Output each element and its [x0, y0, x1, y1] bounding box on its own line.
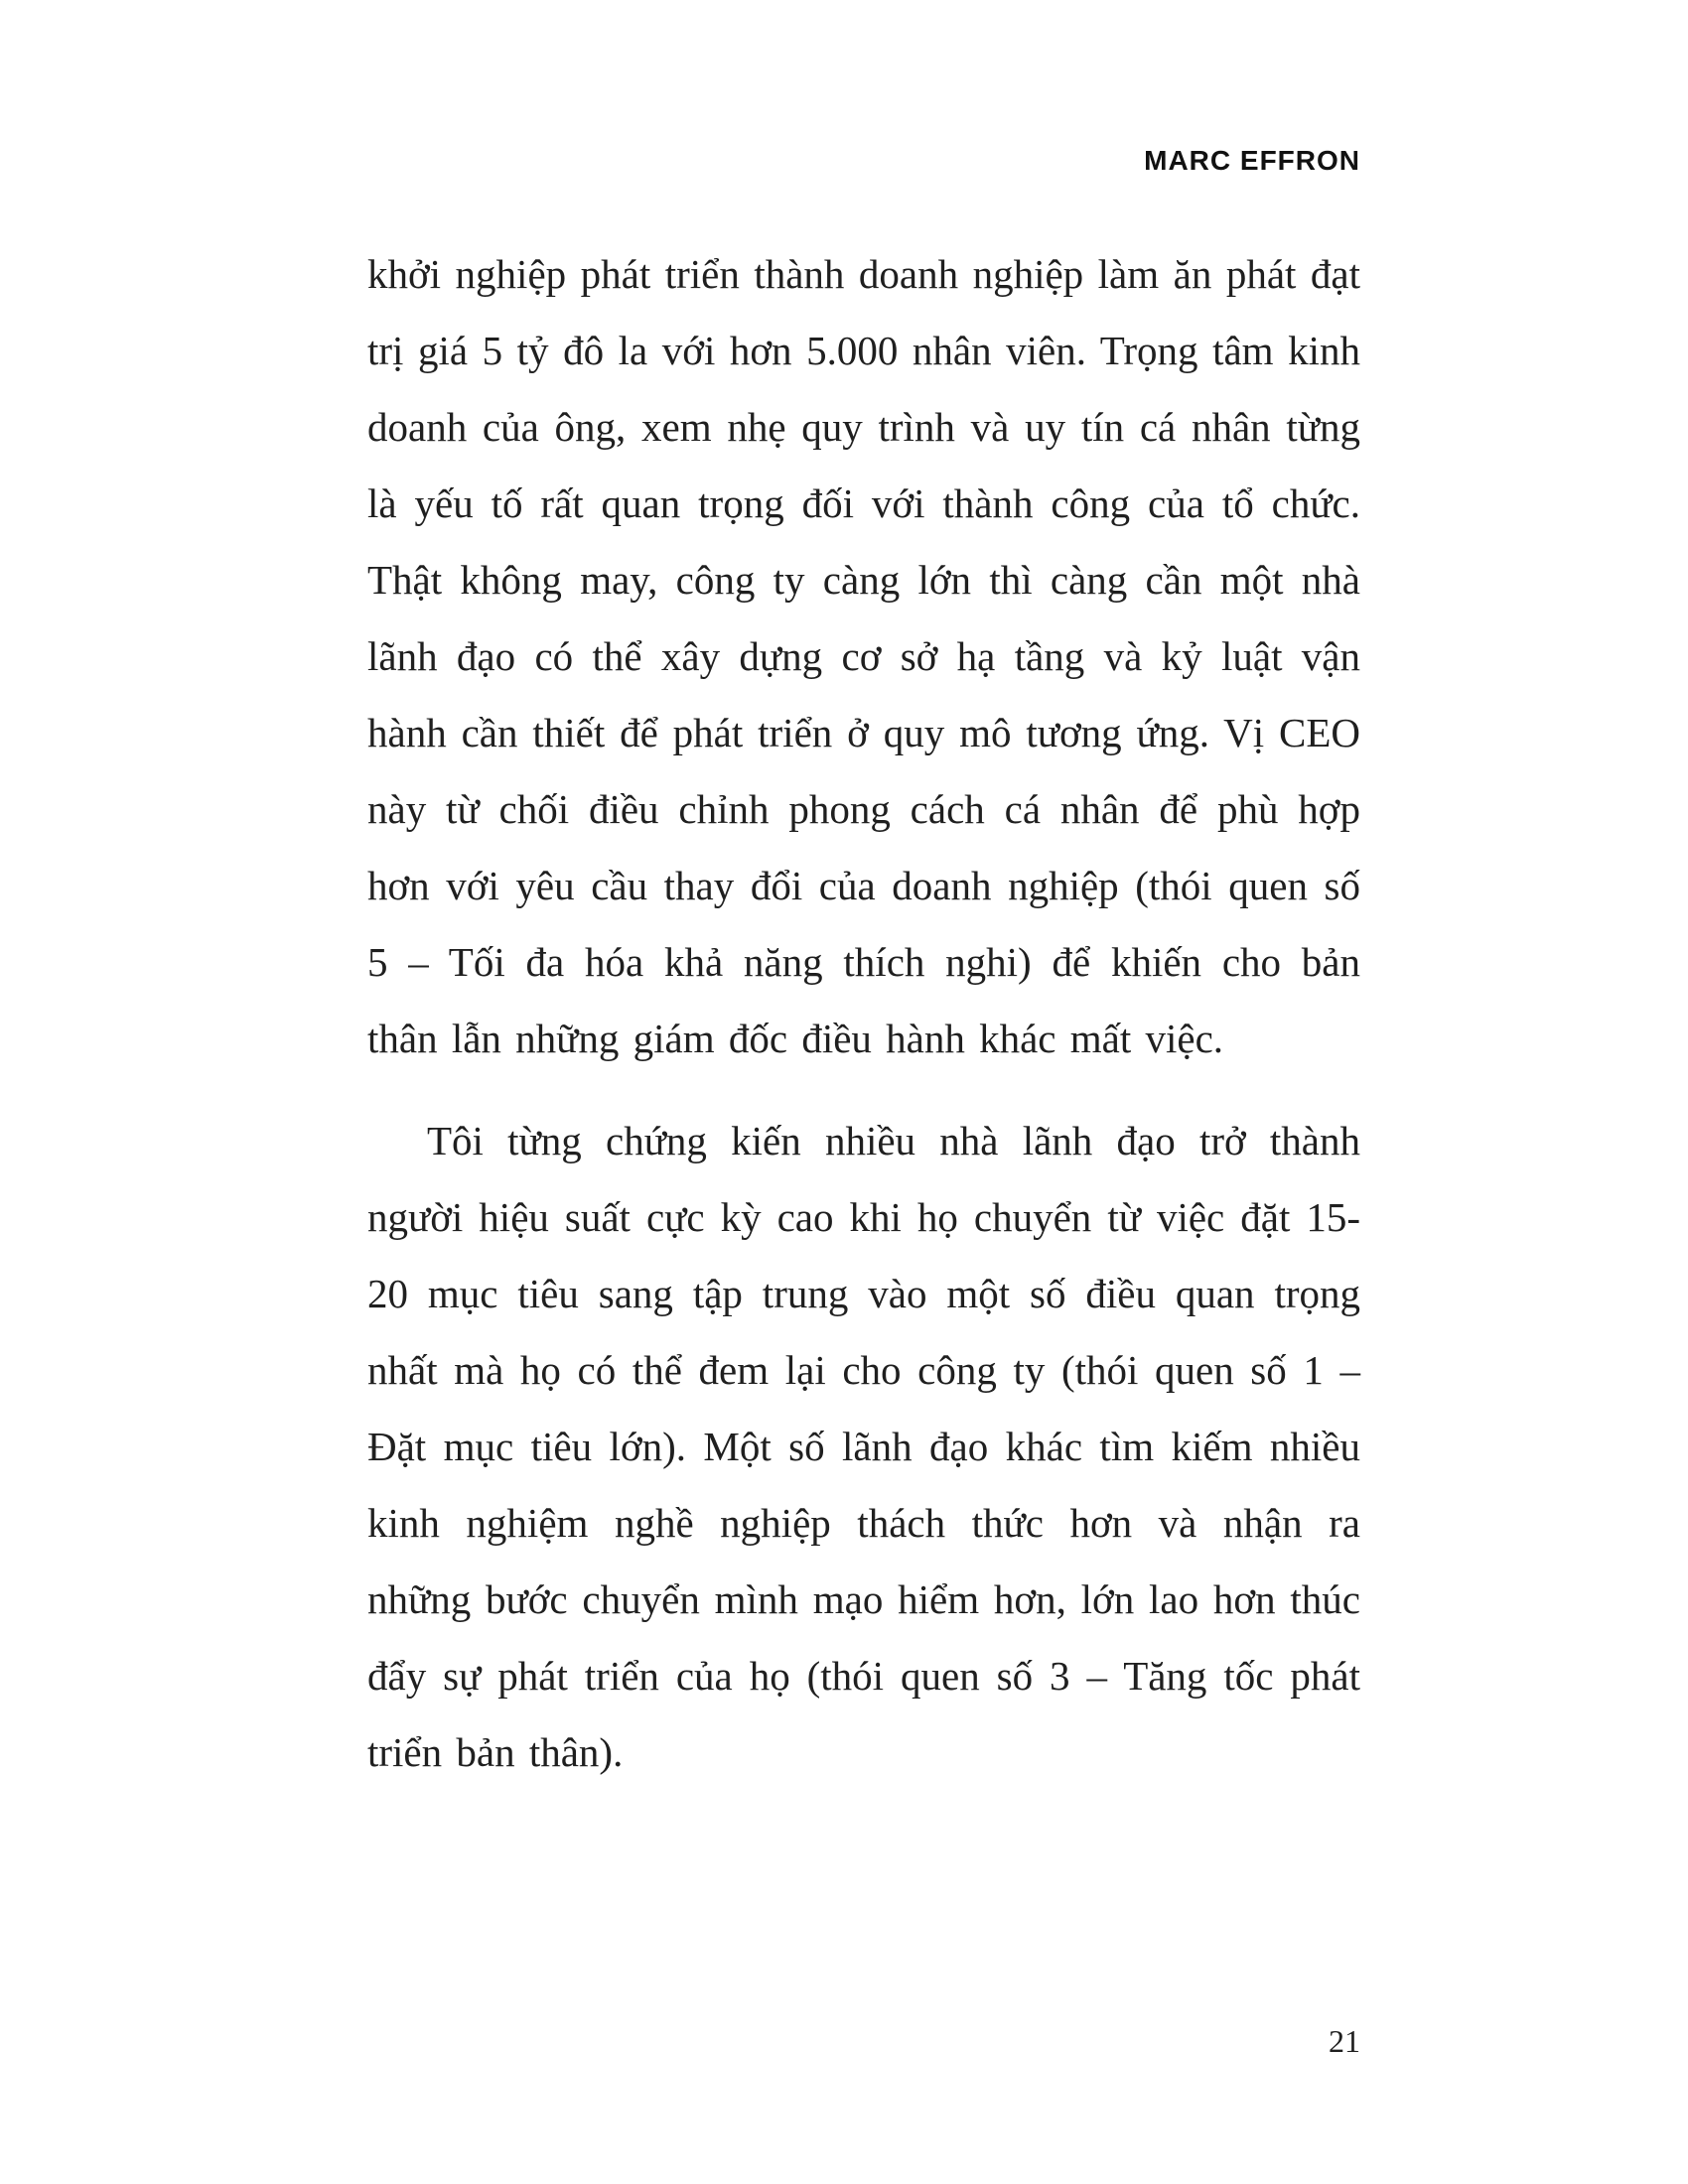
- page-body: [367, 236, 1360, 1791]
- paragraph-1: khởi nghiệp phát triển thành doanh nghiệp làm ăn phát đạt trị giá 5 tỷ đô la với hơn 5.000 nhân viên. Trọng tâm kinh doanh của ông, xem nhẹ quy trình và uy tín cá nhân từng là yếu tố rất quan trọng đối với thành công của tổ chức. Thật không may, công ty càng lớn thì càng cần một nhà lãnh đạo có thể xây dựng cơ sở hạ tầng và kỷ luật vận hành cần thiết để phát triển ở quy mô tương ứng. Vị CEO này từ chối điều chỉnh phong cách cá nhân để phù hợp hơn với yêu cầu thay đổi của doanh nghiệp (thói quen số 5 – Tối đa hóa khả năng thích nghi) để khiến cho bản thân lẫn những giám đốc điều hành khác mất việc.: [367, 251, 1360, 1061]
- page-number: 21: [1329, 2023, 1360, 2059]
- paragraph-2: Tôi từng chứng kiến nhiều nhà lãnh đạo trở thành người hiệu suất cực kỳ cao khi họ chuyển từ việc đặt 15-20 mục tiêu sang tập trung vào một số điều quan trọng nhất mà họ có thể đem lại cho công ty (thói quen số 1 – Đặt mục tiêu lớn). Một số lãnh đạo khác tìm kiếm nhiều kinh nghiệm nghề nghiệp thách thức hơn và nhận ra những bước chuyển mình mạo hiểm hơn, lớn lao hơn thúc đẩy sự phát triển của họ (thói quen số 3 – Tăng tốc phát triển bản thân).: [367, 1118, 1360, 1775]
- running-header-author: MARC EFFRON: [1144, 145, 1360, 176]
- running-header: [367, 145, 1360, 177]
- page-footer: [367, 2023, 1360, 2060]
